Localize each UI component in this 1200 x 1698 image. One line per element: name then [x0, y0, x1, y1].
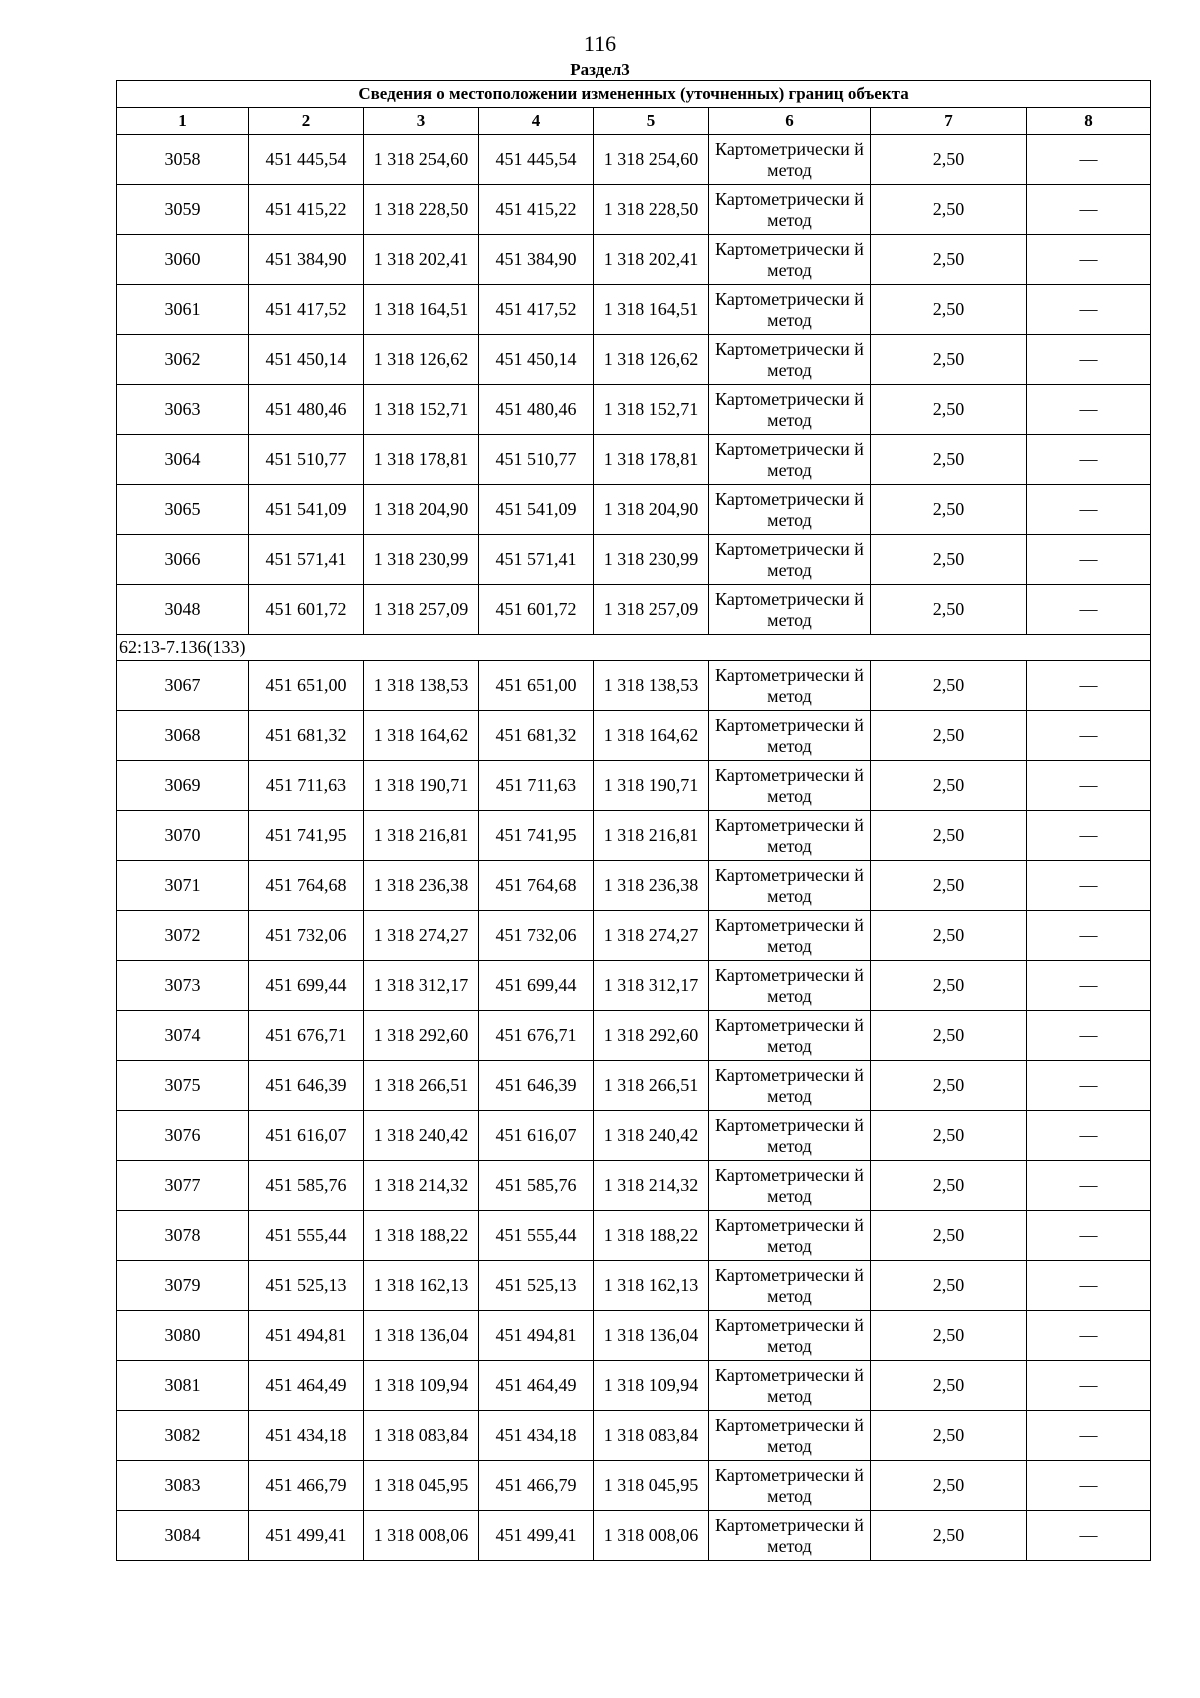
cell-existing-y: 1 318 136,04 — [364, 1311, 479, 1361]
cell-refined-y: 1 318 274,27 — [594, 911, 709, 961]
cell-existing-x: 451 732,06 — [249, 911, 364, 961]
cell-existing-x: 451 699,44 — [249, 961, 364, 1011]
cell-refined-y: 1 318 126,62 — [594, 335, 709, 385]
cell-method: Картометрически й метод — [709, 811, 871, 861]
table-row — [117, 235, 1151, 285]
table-row — [117, 1461, 1151, 1511]
cell-point-number: 3073 — [117, 961, 249, 1011]
cell-existing-y: 1 318 045,95 — [364, 1461, 479, 1511]
cell-existing-x: 451 651,00 — [249, 661, 364, 711]
cell-description: — — [1027, 1061, 1151, 1111]
cell-existing-x: 451 384,90 — [249, 235, 364, 285]
cell-existing-y: 1 318 254,60 — [364, 135, 479, 185]
cell-method: Картометрически й метод — [709, 961, 871, 1011]
cell-refined-x: 451 585,76 — [479, 1161, 594, 1211]
table-caption-row — [117, 81, 1151, 108]
table-row — [117, 535, 1151, 585]
cell-existing-y: 1 318 214,32 — [364, 1161, 479, 1211]
cell-refined-x: 451 499,41 — [479, 1511, 594, 1561]
cell-method: Картометрически й метод — [709, 285, 871, 335]
table-row — [117, 1361, 1151, 1411]
cell-method: Картометрически й метод — [709, 435, 871, 485]
cell-point-number: 3064 — [117, 435, 249, 485]
cell-refined-y: 1 318 312,17 — [594, 961, 709, 1011]
table-row — [117, 485, 1151, 535]
cell-existing-y: 1 318 190,71 — [364, 761, 479, 811]
cell-point-number: 3061 — [117, 285, 249, 335]
cell-method: Картометрически й метод — [709, 1511, 871, 1561]
cell-accuracy: 2,50 — [871, 1461, 1027, 1511]
cell-method: Картометрически й метод — [709, 1261, 871, 1311]
table-row — [117, 1011, 1151, 1061]
cell-refined-y: 1 318 162,13 — [594, 1261, 709, 1311]
cell-accuracy: 2,50 — [871, 1361, 1027, 1411]
boundary-coordinates-table — [116, 80, 1151, 1561]
cell-method: Картометрически й метод — [709, 911, 871, 961]
cell-description: — — [1027, 1011, 1151, 1061]
cell-point-number: 3072 — [117, 911, 249, 961]
column-header: 1 — [117, 108, 249, 135]
cell-method: Картометрически й метод — [709, 1361, 871, 1411]
table-row — [117, 1061, 1151, 1111]
cell-point-number: 3070 — [117, 811, 249, 861]
cell-existing-x: 451 445,54 — [249, 135, 364, 185]
cell-refined-x: 451 466,79 — [479, 1461, 594, 1511]
cell-existing-x: 451 525,13 — [249, 1261, 364, 1311]
cell-existing-x: 451 417,52 — [249, 285, 364, 335]
cell-description: — — [1027, 1311, 1151, 1361]
group-label: 62:13-7.136(133) — [117, 635, 1151, 661]
cell-description: — — [1027, 661, 1151, 711]
cell-point-number: 3075 — [117, 1061, 249, 1111]
cell-accuracy: 2,50 — [871, 811, 1027, 861]
table-row — [117, 335, 1151, 385]
cell-accuracy: 2,50 — [871, 585, 1027, 635]
cell-description: — — [1027, 1261, 1151, 1311]
cell-method: Картометрически й метод — [709, 185, 871, 235]
cell-existing-x: 451 555,44 — [249, 1211, 364, 1261]
column-header: 6 — [709, 108, 871, 135]
cell-method: Картометрически й метод — [709, 235, 871, 285]
column-header: 3 — [364, 108, 479, 135]
cell-point-number: 3078 — [117, 1211, 249, 1261]
cell-accuracy: 2,50 — [871, 185, 1027, 235]
cell-existing-x: 451 764,68 — [249, 861, 364, 911]
cell-refined-x: 451 764,68 — [479, 861, 594, 911]
cell-refined-x: 451 676,71 — [479, 1011, 594, 1061]
cell-refined-x: 451 445,54 — [479, 135, 594, 185]
table-row — [117, 1411, 1151, 1461]
cell-refined-x: 451 571,41 — [479, 535, 594, 585]
cell-description: — — [1027, 235, 1151, 285]
cell-refined-x: 451 384,90 — [479, 235, 594, 285]
column-number-row — [117, 108, 1151, 135]
cell-accuracy: 2,50 — [871, 711, 1027, 761]
table-row — [117, 185, 1151, 235]
cell-refined-x: 451 646,39 — [479, 1061, 594, 1111]
cell-accuracy: 2,50 — [871, 535, 1027, 585]
cell-description: — — [1027, 711, 1151, 761]
cell-method: Картометрически й метод — [709, 535, 871, 585]
cell-point-number: 3063 — [117, 385, 249, 435]
cell-existing-y: 1 318 240,42 — [364, 1111, 479, 1161]
cell-method: Картометрически й метод — [709, 1211, 871, 1261]
cell-description: — — [1027, 1161, 1151, 1211]
table-row — [117, 961, 1151, 1011]
cell-existing-y: 1 318 152,71 — [364, 385, 479, 435]
cell-refined-y: 1 318 216,81 — [594, 811, 709, 861]
cell-existing-x: 451 585,76 — [249, 1161, 364, 1211]
cell-point-number: 3080 — [117, 1311, 249, 1361]
cell-point-number: 3060 — [117, 235, 249, 285]
cell-existing-x: 451 601,72 — [249, 585, 364, 635]
cell-point-number: 3048 — [117, 585, 249, 635]
cell-accuracy: 2,50 — [871, 911, 1027, 961]
cell-method: Картометрически й метод — [709, 1061, 871, 1111]
cell-point-number: 3068 — [117, 711, 249, 761]
cell-accuracy: 2,50 — [871, 385, 1027, 435]
cell-refined-x: 451 711,63 — [479, 761, 594, 811]
cell-method: Картометрически й метод — [709, 761, 871, 811]
table-row — [117, 135, 1151, 185]
column-header: 4 — [479, 108, 594, 135]
cell-method: Картометрически й метод — [709, 1111, 871, 1161]
table-row — [117, 435, 1151, 485]
cell-point-number: 3058 — [117, 135, 249, 185]
cell-existing-x: 451 450,14 — [249, 335, 364, 385]
cell-refined-y: 1 318 152,71 — [594, 385, 709, 435]
cell-refined-y: 1 318 045,95 — [594, 1461, 709, 1511]
cell-method: Картометрически й метод — [709, 861, 871, 911]
cell-point-number: 3077 — [117, 1161, 249, 1211]
cell-accuracy: 2,50 — [871, 135, 1027, 185]
cell-existing-x: 451 434,18 — [249, 1411, 364, 1461]
table-row — [117, 761, 1151, 811]
cell-existing-y: 1 318 228,50 — [364, 185, 479, 235]
cell-accuracy: 2,50 — [871, 1411, 1027, 1461]
cell-accuracy: 2,50 — [871, 1061, 1027, 1111]
cell-description: — — [1027, 335, 1151, 385]
cell-method: Картометрически й метод — [709, 385, 871, 435]
cell-description: — — [1027, 435, 1151, 485]
cell-existing-x: 451 466,79 — [249, 1461, 364, 1511]
cell-existing-x: 451 571,41 — [249, 535, 364, 585]
table-row — [117, 1161, 1151, 1211]
cell-accuracy: 2,50 — [871, 435, 1027, 485]
cell-accuracy: 2,50 — [871, 1211, 1027, 1261]
cell-accuracy: 2,50 — [871, 235, 1027, 285]
cell-point-number: 3069 — [117, 761, 249, 811]
cell-description: — — [1027, 961, 1151, 1011]
cell-point-number: 3062 — [117, 335, 249, 385]
cell-existing-y: 1 318 178,81 — [364, 435, 479, 485]
cell-point-number: 3071 — [117, 861, 249, 911]
cell-refined-y: 1 318 190,71 — [594, 761, 709, 811]
cell-refined-y: 1 318 230,99 — [594, 535, 709, 585]
cell-method: Картометрически й метод — [709, 711, 871, 761]
cell-refined-x: 451 732,06 — [479, 911, 594, 961]
cell-point-number: 3083 — [117, 1461, 249, 1511]
cell-refined-x: 451 699,44 — [479, 961, 594, 1011]
cell-refined-y: 1 318 214,32 — [594, 1161, 709, 1211]
cell-existing-y: 1 318 202,41 — [364, 235, 479, 285]
cell-refined-x: 451 601,72 — [479, 585, 594, 635]
table-row — [117, 1311, 1151, 1361]
cell-point-number: 3074 — [117, 1011, 249, 1061]
cell-method: Картометрически й метод — [709, 661, 871, 711]
cell-existing-y: 1 318 164,51 — [364, 285, 479, 335]
cell-description: — — [1027, 1361, 1151, 1411]
cell-description: — — [1027, 1461, 1151, 1511]
cell-accuracy: 2,50 — [871, 1111, 1027, 1161]
table-row — [117, 1111, 1151, 1161]
cell-refined-y: 1 318 254,60 — [594, 135, 709, 185]
cell-existing-y: 1 318 236,38 — [364, 861, 479, 911]
cell-accuracy: 2,50 — [871, 485, 1027, 535]
table-row — [117, 1511, 1151, 1561]
cell-existing-x: 451 494,81 — [249, 1311, 364, 1361]
cell-description: — — [1027, 861, 1151, 911]
cell-refined-x: 451 450,14 — [479, 335, 594, 385]
cell-accuracy: 2,50 — [871, 1161, 1027, 1211]
cell-existing-y: 1 318 257,09 — [364, 585, 479, 635]
cell-refined-y: 1 318 257,09 — [594, 585, 709, 635]
cell-existing-x: 451 510,77 — [249, 435, 364, 485]
cell-accuracy: 2,50 — [871, 335, 1027, 385]
cell-refined-x: 451 616,07 — [479, 1111, 594, 1161]
cell-accuracy: 2,50 — [871, 1511, 1027, 1561]
column-header: 2 — [249, 108, 364, 135]
cell-point-number: 3079 — [117, 1261, 249, 1311]
cell-description: — — [1027, 585, 1151, 635]
cell-refined-y: 1 318 228,50 — [594, 185, 709, 235]
cell-description: — — [1027, 535, 1151, 585]
cell-description: — — [1027, 1511, 1151, 1561]
cell-accuracy: 2,50 — [871, 961, 1027, 1011]
cell-accuracy: 2,50 — [871, 1011, 1027, 1061]
cell-existing-x: 451 415,22 — [249, 185, 364, 235]
cell-refined-y: 1 318 164,51 — [594, 285, 709, 335]
cell-refined-y: 1 318 178,81 — [594, 435, 709, 485]
cell-refined-x: 451 541,09 — [479, 485, 594, 535]
cell-accuracy: 2,50 — [871, 1261, 1027, 1311]
cell-point-number: 3067 — [117, 661, 249, 711]
cell-refined-x: 451 525,13 — [479, 1261, 594, 1311]
table-row — [117, 1261, 1151, 1311]
cell-method: Картометрически й метод — [709, 335, 871, 385]
table-row — [117, 385, 1151, 435]
table-title: Сведения о местоположении измененных (уточненных) границ объекта — [117, 81, 1151, 108]
table-row — [117, 811, 1151, 861]
cell-refined-y: 1 318 083,84 — [594, 1411, 709, 1461]
cell-existing-x: 451 541,09 — [249, 485, 364, 535]
table-row — [117, 911, 1151, 961]
cell-refined-x: 451 494,81 — [479, 1311, 594, 1361]
cell-existing-y: 1 318 126,62 — [364, 335, 479, 385]
cell-description: — — [1027, 811, 1151, 861]
cell-refined-x: 451 681,32 — [479, 711, 594, 761]
cell-existing-y: 1 318 312,17 — [364, 961, 479, 1011]
group-label-row — [117, 635, 1151, 661]
cell-refined-y: 1 318 136,04 — [594, 1311, 709, 1361]
table-row — [117, 661, 1151, 711]
cell-refined-y: 1 318 204,90 — [594, 485, 709, 535]
cell-existing-y: 1 318 083,84 — [364, 1411, 479, 1461]
cell-existing-y: 1 318 216,81 — [364, 811, 479, 861]
cell-existing-x: 451 464,49 — [249, 1361, 364, 1411]
cell-accuracy: 2,50 — [871, 661, 1027, 711]
cell-existing-y: 1 318 266,51 — [364, 1061, 479, 1111]
cell-existing-x: 451 711,63 — [249, 761, 364, 811]
cell-method: Картометрически й метод — [709, 1011, 871, 1061]
section-label: Раздел3 — [570, 60, 630, 79]
cell-refined-x: 451 417,52 — [479, 285, 594, 335]
cell-refined-y: 1 318 188,22 — [594, 1211, 709, 1261]
cell-refined-x: 451 464,49 — [479, 1361, 594, 1411]
cell-existing-x: 451 616,07 — [249, 1111, 364, 1161]
cell-accuracy: 2,50 — [871, 1311, 1027, 1361]
page-number: 116 — [583, 31, 617, 56]
cell-existing-y: 1 318 188,22 — [364, 1211, 479, 1261]
cell-refined-y: 1 318 138,53 — [594, 661, 709, 711]
column-header: 5 — [594, 108, 709, 135]
cell-method: Картометрически й метод — [709, 585, 871, 635]
cell-refined-x: 451 555,44 — [479, 1211, 594, 1261]
cell-description: — — [1027, 1411, 1151, 1461]
cell-existing-y: 1 318 230,99 — [364, 535, 479, 585]
cell-existing-y: 1 318 109,94 — [364, 1361, 479, 1411]
cell-description: — — [1027, 285, 1151, 335]
cell-refined-x: 451 651,00 — [479, 661, 594, 711]
table-row — [117, 585, 1151, 635]
cell-method: Картометрически й метод — [709, 1161, 871, 1211]
cell-refined-x: 451 415,22 — [479, 185, 594, 235]
cell-existing-x: 451 681,32 — [249, 711, 364, 761]
cell-description: — — [1027, 135, 1151, 185]
cell-accuracy: 2,50 — [871, 861, 1027, 911]
cell-refined-y: 1 318 236,38 — [594, 861, 709, 911]
table-row — [117, 711, 1151, 761]
table-row — [117, 861, 1151, 911]
cell-description: — — [1027, 185, 1151, 235]
cell-description: — — [1027, 911, 1151, 961]
cell-point-number: 3076 — [117, 1111, 249, 1161]
cell-point-number: 3082 — [117, 1411, 249, 1461]
cell-refined-y: 1 318 008,06 — [594, 1511, 709, 1561]
cell-refined-y: 1 318 202,41 — [594, 235, 709, 285]
cell-existing-y: 1 318 164,62 — [364, 711, 479, 761]
cell-method: Картометрически й метод — [709, 1461, 871, 1511]
cell-point-number: 3066 — [117, 535, 249, 585]
cell-existing-x: 451 741,95 — [249, 811, 364, 861]
cell-point-number: 3081 — [117, 1361, 249, 1411]
cell-method: Картометрически й метод — [709, 485, 871, 535]
cell-refined-x: 451 480,46 — [479, 385, 594, 435]
cell-description: — — [1027, 485, 1151, 535]
column-header: 8 — [1027, 108, 1151, 135]
cell-description: — — [1027, 1211, 1151, 1261]
cell-description: — — [1027, 761, 1151, 811]
cell-existing-y: 1 318 008,06 — [364, 1511, 479, 1561]
cell-method: Картометрически й метод — [709, 135, 871, 185]
cell-existing-y: 1 318 292,60 — [364, 1011, 479, 1061]
cell-existing-x: 451 646,39 — [249, 1061, 364, 1111]
cell-refined-y: 1 318 164,62 — [594, 711, 709, 761]
cell-method: Картометрически й метод — [709, 1311, 871, 1361]
cell-description: — — [1027, 1111, 1151, 1161]
cell-refined-x: 451 510,77 — [479, 435, 594, 485]
cell-refined-y: 1 318 292,60 — [594, 1011, 709, 1061]
cell-existing-y: 1 318 204,90 — [364, 485, 479, 535]
cell-existing-x: 451 480,46 — [249, 385, 364, 435]
column-header: 7 — [871, 108, 1027, 135]
cell-refined-x: 451 741,95 — [479, 811, 594, 861]
table-body — [117, 135, 1151, 1561]
cell-point-number: 3084 — [117, 1511, 249, 1561]
cell-accuracy: 2,50 — [871, 761, 1027, 811]
cell-existing-x: 451 499,41 — [249, 1511, 364, 1561]
cell-point-number: 3065 — [117, 485, 249, 535]
cell-description: — — [1027, 385, 1151, 435]
cell-existing-y: 1 318 138,53 — [364, 661, 479, 711]
cell-point-number: 3059 — [117, 185, 249, 235]
cell-refined-y: 1 318 266,51 — [594, 1061, 709, 1111]
cell-method: Картометрически й метод — [709, 1411, 871, 1461]
cell-existing-x: 451 676,71 — [249, 1011, 364, 1061]
cell-accuracy: 2,50 — [871, 285, 1027, 335]
table-row — [117, 285, 1151, 335]
cell-existing-y: 1 318 162,13 — [364, 1261, 479, 1311]
cell-refined-x: 451 434,18 — [479, 1411, 594, 1461]
table-row — [117, 1211, 1151, 1261]
cell-refined-y: 1 318 240,42 — [594, 1111, 709, 1161]
cell-refined-y: 1 318 109,94 — [594, 1361, 709, 1411]
cell-existing-y: 1 318 274,27 — [364, 911, 479, 961]
